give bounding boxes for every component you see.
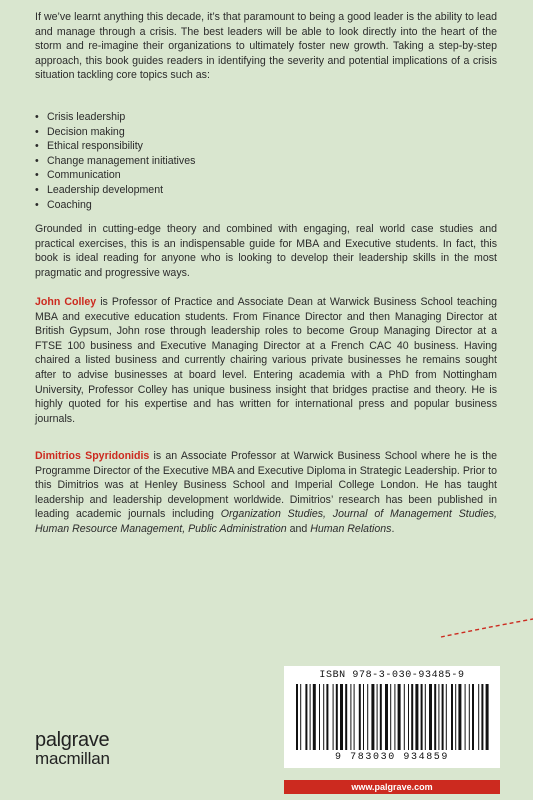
bio-text: .	[391, 522, 395, 535]
bio-text: is Professor of Practice and Associate Dean at Warwick Business School teaching MBA and executive education students. From Finance Director and then Managing Director at British Gypsum, John rose through leadership roles to become Group Managing Director at a FTSE 100 business and Executive Managing Director at a French CAC 40 business. Having chaired a listed business and currently chairing various private businesses he remains sought after to advise businesses at board level. Entering academia with a PhD from Nottingham University, Professor Colley has unique business insight that bridges practise and theory. He is highly quoted for his expertise and has written for international press and popular business journals.	[35, 296, 498, 425]
author-bio-spyridonidis	[35, 449, 497, 537]
bio-text: is an Associate Professor at Warwick Business School where he is the Programme Director of the Executive MBA and Executive Diploma in Strategic Leadership. Prior to this Dimitrios was at Henley Business School and Imperial College London. He has taught leadership and leadership development worldwide. Dimitrios’ research has been published in leading academic journals including	[35, 450, 498, 521]
bio-text: and	[286, 522, 311, 535]
author-bio-colley	[35, 295, 497, 426]
publisher-logo-line2: macmillan	[35, 749, 110, 768]
list-item: • Decision making	[35, 125, 195, 140]
author-name: Dimitrios Spyridonidis	[35, 450, 150, 462]
decorative-dashed-line	[439, 617, 533, 647]
publisher-logo-line1: palgrave	[35, 729, 110, 751]
list-item: • Leadership development	[35, 183, 195, 198]
summary-paragraph: Grounded in cutting-edge theory and combined with engaging, real world case studies and practical exercises, this is an indispensable guide for MBA and Executive students. In fact, this book is ideal reading for anyone who is looking to develop their leadership skills in the most pragmatic and progressive ways.	[35, 223, 497, 279]
journal-name: Human Relations	[310, 522, 392, 535]
publisher-url: www.palgrave.com	[284, 780, 500, 794]
isbn-label: ISBN 978-3-030-93485-9	[319, 670, 465, 681]
list-item: • Communication	[35, 168, 195, 183]
list-item: • Coaching	[35, 198, 195, 213]
publisher-logo	[35, 730, 110, 768]
author-name: John Colley	[35, 296, 97, 308]
isbn-barcode-block	[284, 666, 500, 768]
topics-list	[35, 110, 195, 212]
list-item: • Change management initiatives	[35, 154, 195, 169]
list-item: • Crisis leadership	[35, 110, 195, 125]
list-item: • Ethical responsibility	[35, 139, 195, 154]
barcode-digits: 9 783030 934859	[334, 752, 449, 763]
journal-list: Organization Studies, Journal of Management Studies, Human Resource Management, Public Administration	[35, 508, 497, 535]
intro-paragraph: If we’ve learnt anything this decade, it’s that paramount to being a good leader is the ability to lead and manage through a crisis. The best leaders will be able to look directly into the heart of the storm and re-imagine their organizations to ultimately foster new growth. Taking a step-by-step approach, this book guides readers in identifying the severity and potential implications of a crisis situation tackling core topics such as:	[35, 11, 497, 82]
barcode-icon	[290, 684, 494, 750]
